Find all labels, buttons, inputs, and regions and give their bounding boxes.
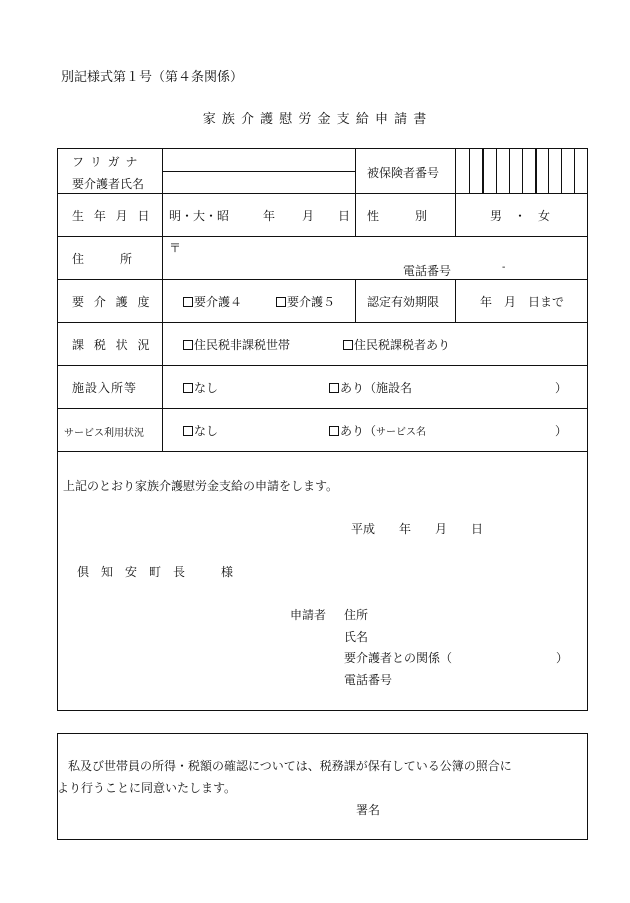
service-close-paren: ）: [555, 424, 568, 438]
applicant-address-input[interactable]: [375, 604, 580, 622]
care-level-label: 要 介 護 度: [72, 295, 153, 309]
applicant-name-label: 氏名: [344, 630, 369, 644]
applicant-name-input[interactable]: [375, 626, 580, 644]
postal-mark: 〒: [169, 241, 182, 255]
furigana-input[interactable]: [164, 150, 354, 170]
service-none-option[interactable]: なし: [183, 422, 218, 439]
birth-month-unit: 月: [302, 209, 315, 223]
application-date[interactable]: 平成 年 月 日: [351, 522, 484, 536]
application-statement: 上記のとおり家族介護慰労金支給の申請をします。: [63, 479, 339, 493]
address-label: 住 所: [72, 252, 133, 266]
applicant-relation-close: ）: [556, 651, 569, 665]
applicant-phone-input[interactable]: [400, 669, 580, 687]
applicant-relation-label: 要介護者との関係（: [344, 651, 453, 665]
facility-close-paren: ）: [555, 381, 568, 395]
era-options[interactable]: 明・大・昭: [169, 209, 230, 223]
service-usage-label: サービス利用状況: [64, 428, 144, 439]
checkbox-icon: [183, 297, 193, 307]
furigana-label: フ リ ガ ナ: [72, 155, 139, 169]
address-input[interactable]: [182, 239, 582, 259]
addressee: 倶 知 安 町 長 様: [77, 565, 234, 579]
care-recipient-name-input[interactable]: [164, 173, 354, 192]
insured-number-label: 被保険者番号: [367, 166, 440, 180]
applicant-address-label: 住所: [344, 608, 369, 622]
care-recipient-name-label: 要介護者氏名: [72, 177, 145, 191]
phone-separator: -: [502, 262, 506, 273]
cert-expiry-label: 認定有効期限: [367, 295, 440, 309]
form-number-label: 別記様式第１号（第４条関係）: [61, 70, 244, 85]
birth-day-unit: 日: [338, 209, 351, 223]
facility-yes-option[interactable]: あり（施設名: [329, 379, 412, 396]
checkbox-icon: [329, 426, 339, 436]
checkbox-icon: [343, 340, 353, 350]
facility-label: 施設入所等: [72, 381, 138, 395]
applicant-relation-input[interactable]: [468, 647, 553, 665]
care-level-4-option[interactable]: 要介護４: [183, 293, 242, 310]
facility-none-option[interactable]: なし: [183, 379, 218, 396]
checkbox-icon: [329, 383, 339, 393]
checkbox-icon: [183, 340, 193, 350]
service-name-hint: サービス名: [376, 427, 427, 438]
tax-payer-option[interactable]: 住民税課税者あり: [343, 336, 450, 353]
tax-status-label: 課 税 状 況: [72, 338, 153, 352]
checkbox-icon: [276, 297, 286, 307]
cert-expiry-value[interactable]: 年 月 日まで: [480, 295, 565, 309]
birth-year-unit: 年: [263, 209, 276, 223]
checkbox-icon: [183, 383, 193, 393]
sex-label: 性 別: [367, 209, 428, 223]
checkbox-icon: [183, 426, 193, 436]
consent-signature-input[interactable]: [384, 799, 579, 817]
consent-text-line1: 私及び世帯員の所得・税額の確認については、税務課が保有している公簿の照合に: [68, 759, 512, 773]
birth-date-label: 生 年 月 日: [72, 209, 153, 223]
service-yes-option[interactable]: あり（サービス名: [329, 422, 426, 439]
sex-options[interactable]: 男 ・ 女: [490, 209, 551, 223]
phone-label: 電話番号: [403, 264, 452, 278]
care-level-5-option[interactable]: 要介護５: [276, 293, 335, 310]
page-title: 家 族 介 護 慰 労 金 支 給 申 請 書: [202, 112, 428, 127]
consent-text-line2: より行うことに同意いたします。: [57, 781, 237, 795]
applicant-label: 申請者: [290, 608, 327, 622]
applicant-phone-label: 電話番号: [344, 673, 393, 687]
tax-exempt-option[interactable]: 住民税非課税世帯: [183, 336, 290, 353]
insured-number-input[interactable]: [457, 150, 586, 192]
consent-signature-label: 署名: [356, 803, 381, 817]
